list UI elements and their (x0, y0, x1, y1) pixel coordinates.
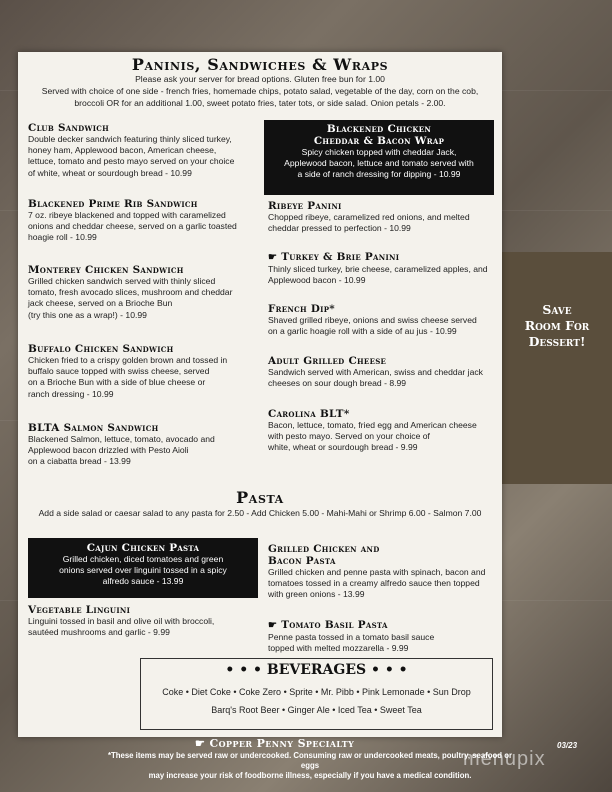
menu-item-club-sandwich[interactable] (28, 122, 258, 179)
menu-item-grilled-chicken-bacon-pasta[interactable] (268, 543, 500, 601)
menu-item-carolina-blt[interactable] (268, 408, 500, 454)
dessert-line-2: Room For (524, 318, 590, 333)
item-desc: Linguini tossed in basil and olive oil with broccoli, (28, 616, 215, 626)
specialty-label: Copper Penny Specialty (209, 737, 355, 750)
item-desc: cheddar pressed to perfection - 10.99 (268, 223, 411, 234)
sandwiches-subtitle-2: Served with choice of one side - french fries, homemade chips, potato salad, vegetable of the day, corn on the cob, (41, 86, 479, 96)
menu-item-french-dip[interactable] (268, 303, 500, 337)
item-desc: Blackened Salmon, lettuce, tomato, avocado and (28, 434, 215, 444)
item-desc: honey ham, Applewood bacon, American cheese, (28, 145, 217, 156)
item-desc: Applewood bacon drizzled with Pesto Aioli (28, 445, 189, 456)
menu-item-adult-grilled-cheese[interactable] (268, 355, 500, 389)
item-name: Buffalo Chicken Sandwich (28, 343, 174, 355)
pasta-subtitle: Add a side salad or caesar salad to any pasta for 2.50 - Add Chicken 5.00 - Mahi-Mahi or Shrimp 6.00 - Salmon 7.00 (38, 508, 482, 518)
item-desc: hoagie roll - 10.99 (28, 232, 97, 243)
disclaimer-line-2: may increase your risk of foodborne illness, especially if you have a medical condition. (148, 771, 472, 780)
menu-item-vegetable-linguini[interactable] (28, 604, 258, 638)
item-name: Monterey Chicken Sandwich (28, 264, 184, 276)
item-name: Cajun Chicken Pasta (86, 542, 200, 554)
watermark: menupix (463, 748, 546, 770)
item-desc: Penne pasta tossed in a tomato basil sauce (268, 632, 435, 642)
pointing-hand-icon: ☛ (268, 620, 278, 631)
item-desc: of white, wheat or sourdough bread - 10.99 (28, 167, 192, 178)
sandwiches-subtitle-3: broccoli OR for an additional 1.00, sweet potato fries, tater tots, or side salad. Onion petals - 2.00. (74, 98, 446, 108)
sandwiches-subtitle-1: Please ask your server for bread options. Gluten free bun for 1.00 (135, 74, 385, 84)
item-name: Vegetable Linguini (28, 604, 131, 616)
disclaimer-line-1: *These items may be served raw or undercooked. Consuming raw or undercooked meats, poultry, seafood or eggs (107, 751, 513, 770)
item-name: BLTA Salmon Sandwich (28, 422, 159, 434)
item-name-line-1: Grilled Chicken and (268, 543, 380, 555)
item-desc: Spicy chicken topped with cheddar Jack, (301, 147, 457, 157)
item-name: Carolina BLT* (268, 408, 350, 420)
item-desc: on a Brioche Bun with a side of blue cheese or (28, 377, 206, 388)
beverages-line-1: Coke • Diet Coke • Coke Zero • Sprite • Mr. Pibb • Pink Lemonade • Sun Drop (162, 687, 471, 697)
menu-item-blackened-prime-rib[interactable] (28, 198, 258, 244)
menu-page (18, 52, 502, 737)
beverages-title: • • • BEVERAGES • • • (225, 662, 408, 678)
item-desc: on a ciabatta bread - 13.99 (28, 456, 131, 467)
item-desc: Thinly sliced turkey, brie cheese, caramelized apples, and (268, 264, 488, 274)
item-name-line-2: Cheddar & Bacon Wrap (313, 135, 445, 147)
item-name: Adult Grilled Cheese (268, 355, 387, 367)
menu-item-ribeye-panini[interactable] (268, 200, 500, 234)
beverages-line-2: Barq's Root Beer • Ginger Ale • Iced Tea • Sweet Tea (211, 705, 422, 715)
beverages-box (140, 658, 493, 730)
item-desc: alfredo sauce - 13.99 (102, 576, 184, 586)
item-name: Ribeye Panini (268, 200, 342, 212)
item-desc: ranch dressing - 10.99 (28, 388, 114, 399)
item-desc: white, wheat or sourdough bread - 9.99 (268, 442, 418, 453)
menu-item-turkey-brie-panini[interactable] (268, 251, 500, 286)
item-desc: topped with melted mozzarella - 9.99 (268, 643, 409, 654)
item-name-line-1: Blackened Chicken (326, 123, 432, 135)
item-desc: a side of ranch dressing for dipping - 10.99 (297, 169, 461, 179)
item-name: Tomato Basil Pasta (281, 619, 388, 631)
menu-item-cajun-chicken-pasta[interactable] (28, 538, 258, 598)
dessert-line-1: Save (542, 302, 572, 317)
item-desc: onions and cheddar cheese, served on a garlic toasted (28, 221, 237, 232)
pasta-title: Pasta (236, 488, 284, 507)
item-name: French Dip* (268, 303, 336, 315)
item-desc: Grilled chicken, diced tomatoes and green (62, 554, 224, 564)
dessert-tab-text[interactable] (508, 302, 606, 350)
item-desc: onions served over linguini tossed in a spicy (59, 565, 227, 575)
item-desc: jack cheese, served on a Brioche Bun (28, 298, 173, 309)
menu-item-tomato-basil-pasta[interactable] (268, 619, 500, 654)
menu-item-monterey-chicken[interactable] (28, 264, 258, 321)
pointing-hand-icon: ☛ (268, 252, 278, 263)
item-desc: Applewood bacon, lettuce and tomato served with (284, 158, 474, 168)
item-desc: 7 oz. ribeye blackened and topped with caramelized (28, 210, 226, 220)
menu-item-blta-salmon[interactable] (28, 422, 258, 468)
item-desc: sautéed mushrooms and garlic - 9.99 (28, 627, 170, 638)
item-desc: Chicken fried to a crispy golden brown and tossed in (28, 355, 228, 365)
item-name: Turkey & Brie Panini (281, 251, 400, 263)
dessert-line-3: Dessert! (528, 334, 586, 349)
item-desc: tomato, fresh avocado slices, mushroom and cheddar (28, 287, 233, 298)
item-desc: Sandwich served with American, swiss and cheddar jack (268, 367, 483, 377)
item-desc: Chopped ribeye, caramelized red onions, and melted (268, 212, 470, 222)
dessert-tab[interactable] (502, 252, 612, 484)
item-desc: (try this one as a wrap!) - 10.99 (28, 309, 147, 320)
item-name: Club Sandwich (28, 122, 110, 134)
item-desc: cheeses on sour dough bread - 8.99 (268, 378, 407, 389)
pointing-hand-icon: ☛ (195, 737, 206, 750)
item-desc: with green onions - 13.99 (268, 589, 365, 600)
menu-item-buffalo-chicken[interactable] (28, 343, 258, 400)
item-desc: Bacon, lettuce, tomato, fried egg and American cheese (268, 420, 477, 430)
item-desc: lettuce, tomato and pesto mayo served on your choice (28, 156, 235, 167)
raw-food-disclaimer (100, 751, 520, 781)
item-desc: Shaved grilled ribeye, onions and swiss cheese served (268, 315, 477, 325)
item-name: Blackened Prime Rib Sandwich (28, 198, 198, 210)
item-name-line-2: Bacon Pasta (268, 555, 336, 567)
item-desc: Applewood bacon - 10.99 (268, 275, 366, 286)
menu-item-blackened-chicken-wrap[interactable] (264, 120, 494, 195)
menu-date: 03/23 (557, 741, 578, 750)
item-desc: Grilled chicken and penne pasta with spinach, bacon and (268, 567, 486, 577)
item-desc: on a garlic hoagie roll with a side of au jus - 10.99 (268, 326, 457, 337)
specialty-legend (195, 737, 354, 750)
item-desc: Grilled chicken sandwich served with thinly sliced (28, 276, 216, 286)
item-desc: with pesto mayo. Served on your choice of (268, 431, 430, 442)
item-desc: tomatoes tossed in a creamy alfredo sauce then topped (268, 578, 480, 589)
sandwiches-title: Paninis, Sandwiches & Wraps (131, 55, 389, 74)
item-desc: buffalo sauce topped with swiss cheese, served (28, 366, 210, 377)
item-desc: Double decker sandwich featuring thinly sliced turkey, (28, 134, 232, 144)
